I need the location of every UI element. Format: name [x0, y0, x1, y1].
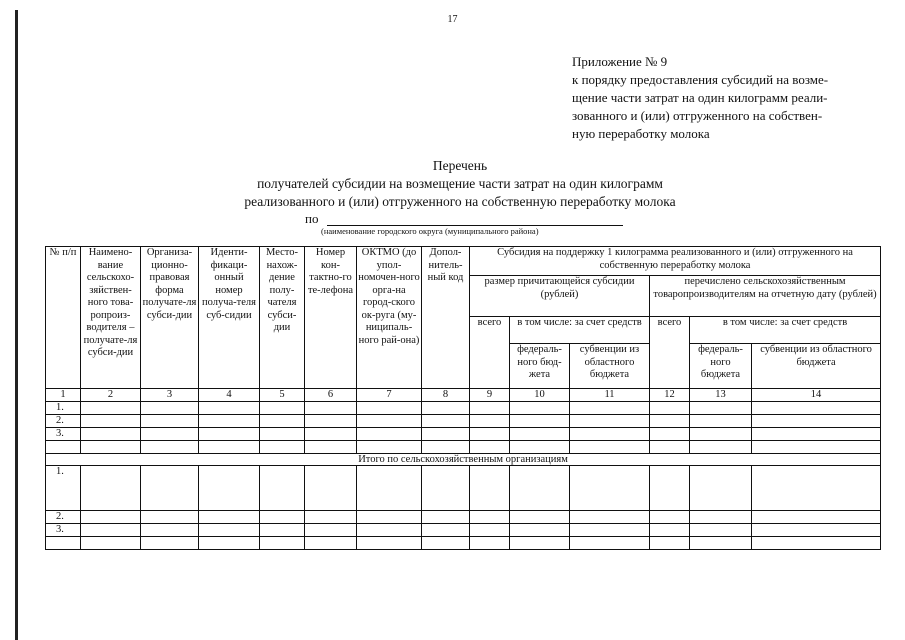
column-number: 14	[752, 389, 881, 402]
header-extra-code: Допол-нитель-ный код	[422, 247, 470, 389]
table-row	[46, 524, 881, 537]
column-number: 8	[422, 389, 470, 402]
heading-line: реализованного и (или) отгруженного на собственную переработку молока	[244, 194, 676, 209]
header-legal-form: Организа-ционно-правовая форма получате-ля субси-дии	[141, 247, 199, 389]
appendix-line: ную переработку молока	[572, 126, 710, 141]
appendix-title: Приложение № 9	[572, 54, 668, 69]
column-number-row	[46, 389, 881, 402]
row-index: 2.	[46, 511, 81, 524]
table-row	[46, 428, 881, 441]
row-index: 2.	[46, 415, 81, 428]
appendix-line: к порядку предоставления субсидий на возме-	[572, 72, 829, 87]
page-number: 17	[447, 14, 458, 25]
header-tax-id: Иденти-фикаци-онный номер получа-теля суб-сидии	[199, 247, 260, 389]
column-number: 2	[81, 389, 141, 402]
header-paid-federal: федераль-ного бюджета	[690, 344, 752, 389]
column-number: 1	[46, 389, 81, 402]
header-due-federal: федераль-ного бюд-жета	[510, 344, 570, 389]
section-total-row	[46, 454, 881, 466]
row-index: 3.	[46, 428, 81, 441]
column-number: 12	[650, 389, 690, 402]
header-phone: Номер кон-тактно-го те-лефона	[305, 247, 357, 389]
header-due-including: в том числе: за счет средств	[510, 317, 650, 344]
column-number: 11	[570, 389, 650, 402]
header-paid-including: в том числе: за счет средств	[690, 317, 881, 344]
header-paid-total: всего	[650, 317, 690, 389]
table-row	[46, 402, 881, 415]
column-number: 4	[199, 389, 260, 402]
table-row	[46, 441, 881, 454]
header-number: № п/п	[46, 247, 81, 389]
appendix-block	[572, 53, 892, 143]
section-total-label: Итого по сельскохозяйственным организациям	[46, 454, 881, 466]
row-index: 1.	[46, 466, 81, 511]
header-location: Место-нахож-дение полу-чателя субси-дии	[260, 247, 305, 389]
table-row	[46, 511, 881, 524]
column-number: 10	[510, 389, 570, 402]
document-heading	[160, 157, 760, 211]
column-number: 6	[305, 389, 357, 402]
column-number: 13	[690, 389, 752, 402]
table-row	[46, 415, 881, 428]
header-paid-regional: субвенции из областного бюджета	[752, 344, 881, 389]
column-number: 3	[141, 389, 199, 402]
header-oktmo: ОКТМО (до упол-номочен-ного орга-на город-ского ок-руга (му-ниципаль-ного рай-она)	[357, 247, 422, 389]
recipients-table	[45, 246, 881, 550]
header-subsidy-group: Субсидия на поддержку 1 килограмма реализованного и (или) отгруженного на собственную переработку молока	[470, 247, 881, 276]
row-index: 1.	[46, 402, 81, 415]
municipality-hint: (наименование городского округа (муниципального района)	[321, 226, 539, 236]
row-index: 3.	[46, 524, 81, 537]
header-paid-group: перечислено сельскохозяйственным товаропроизводителям на отчетную дату (рублей)	[650, 276, 881, 317]
column-number: 7	[357, 389, 422, 402]
header-due-regional: субвенции из областного бюджета	[570, 344, 650, 389]
table-row	[46, 466, 881, 511]
table-row	[46, 537, 881, 550]
column-number: 5	[260, 389, 305, 402]
municipality-prefix: по	[305, 211, 319, 226]
appendix-line: щение части затрат на один килограмм реали-	[572, 90, 828, 105]
appendix-line: зованного и (или) отгруженного на собствен-	[572, 108, 823, 123]
header-due-total: всего	[470, 317, 510, 389]
municipality-line	[305, 211, 539, 236]
column-number: 9	[470, 389, 510, 402]
header-due-group: размер причитающейся субсидии (рублей)	[470, 276, 650, 317]
heading-title: Перечень	[432, 158, 488, 173]
page-left-border	[15, 10, 18, 640]
header-recipient-name: Наимено-вание сельскохо-зяйствен-ного това-ропроиз-водителя – получате-ля субси-дии	[81, 247, 141, 389]
heading-line: получателей субсидии на возмещение части затрат на один килограмм	[257, 176, 663, 191]
